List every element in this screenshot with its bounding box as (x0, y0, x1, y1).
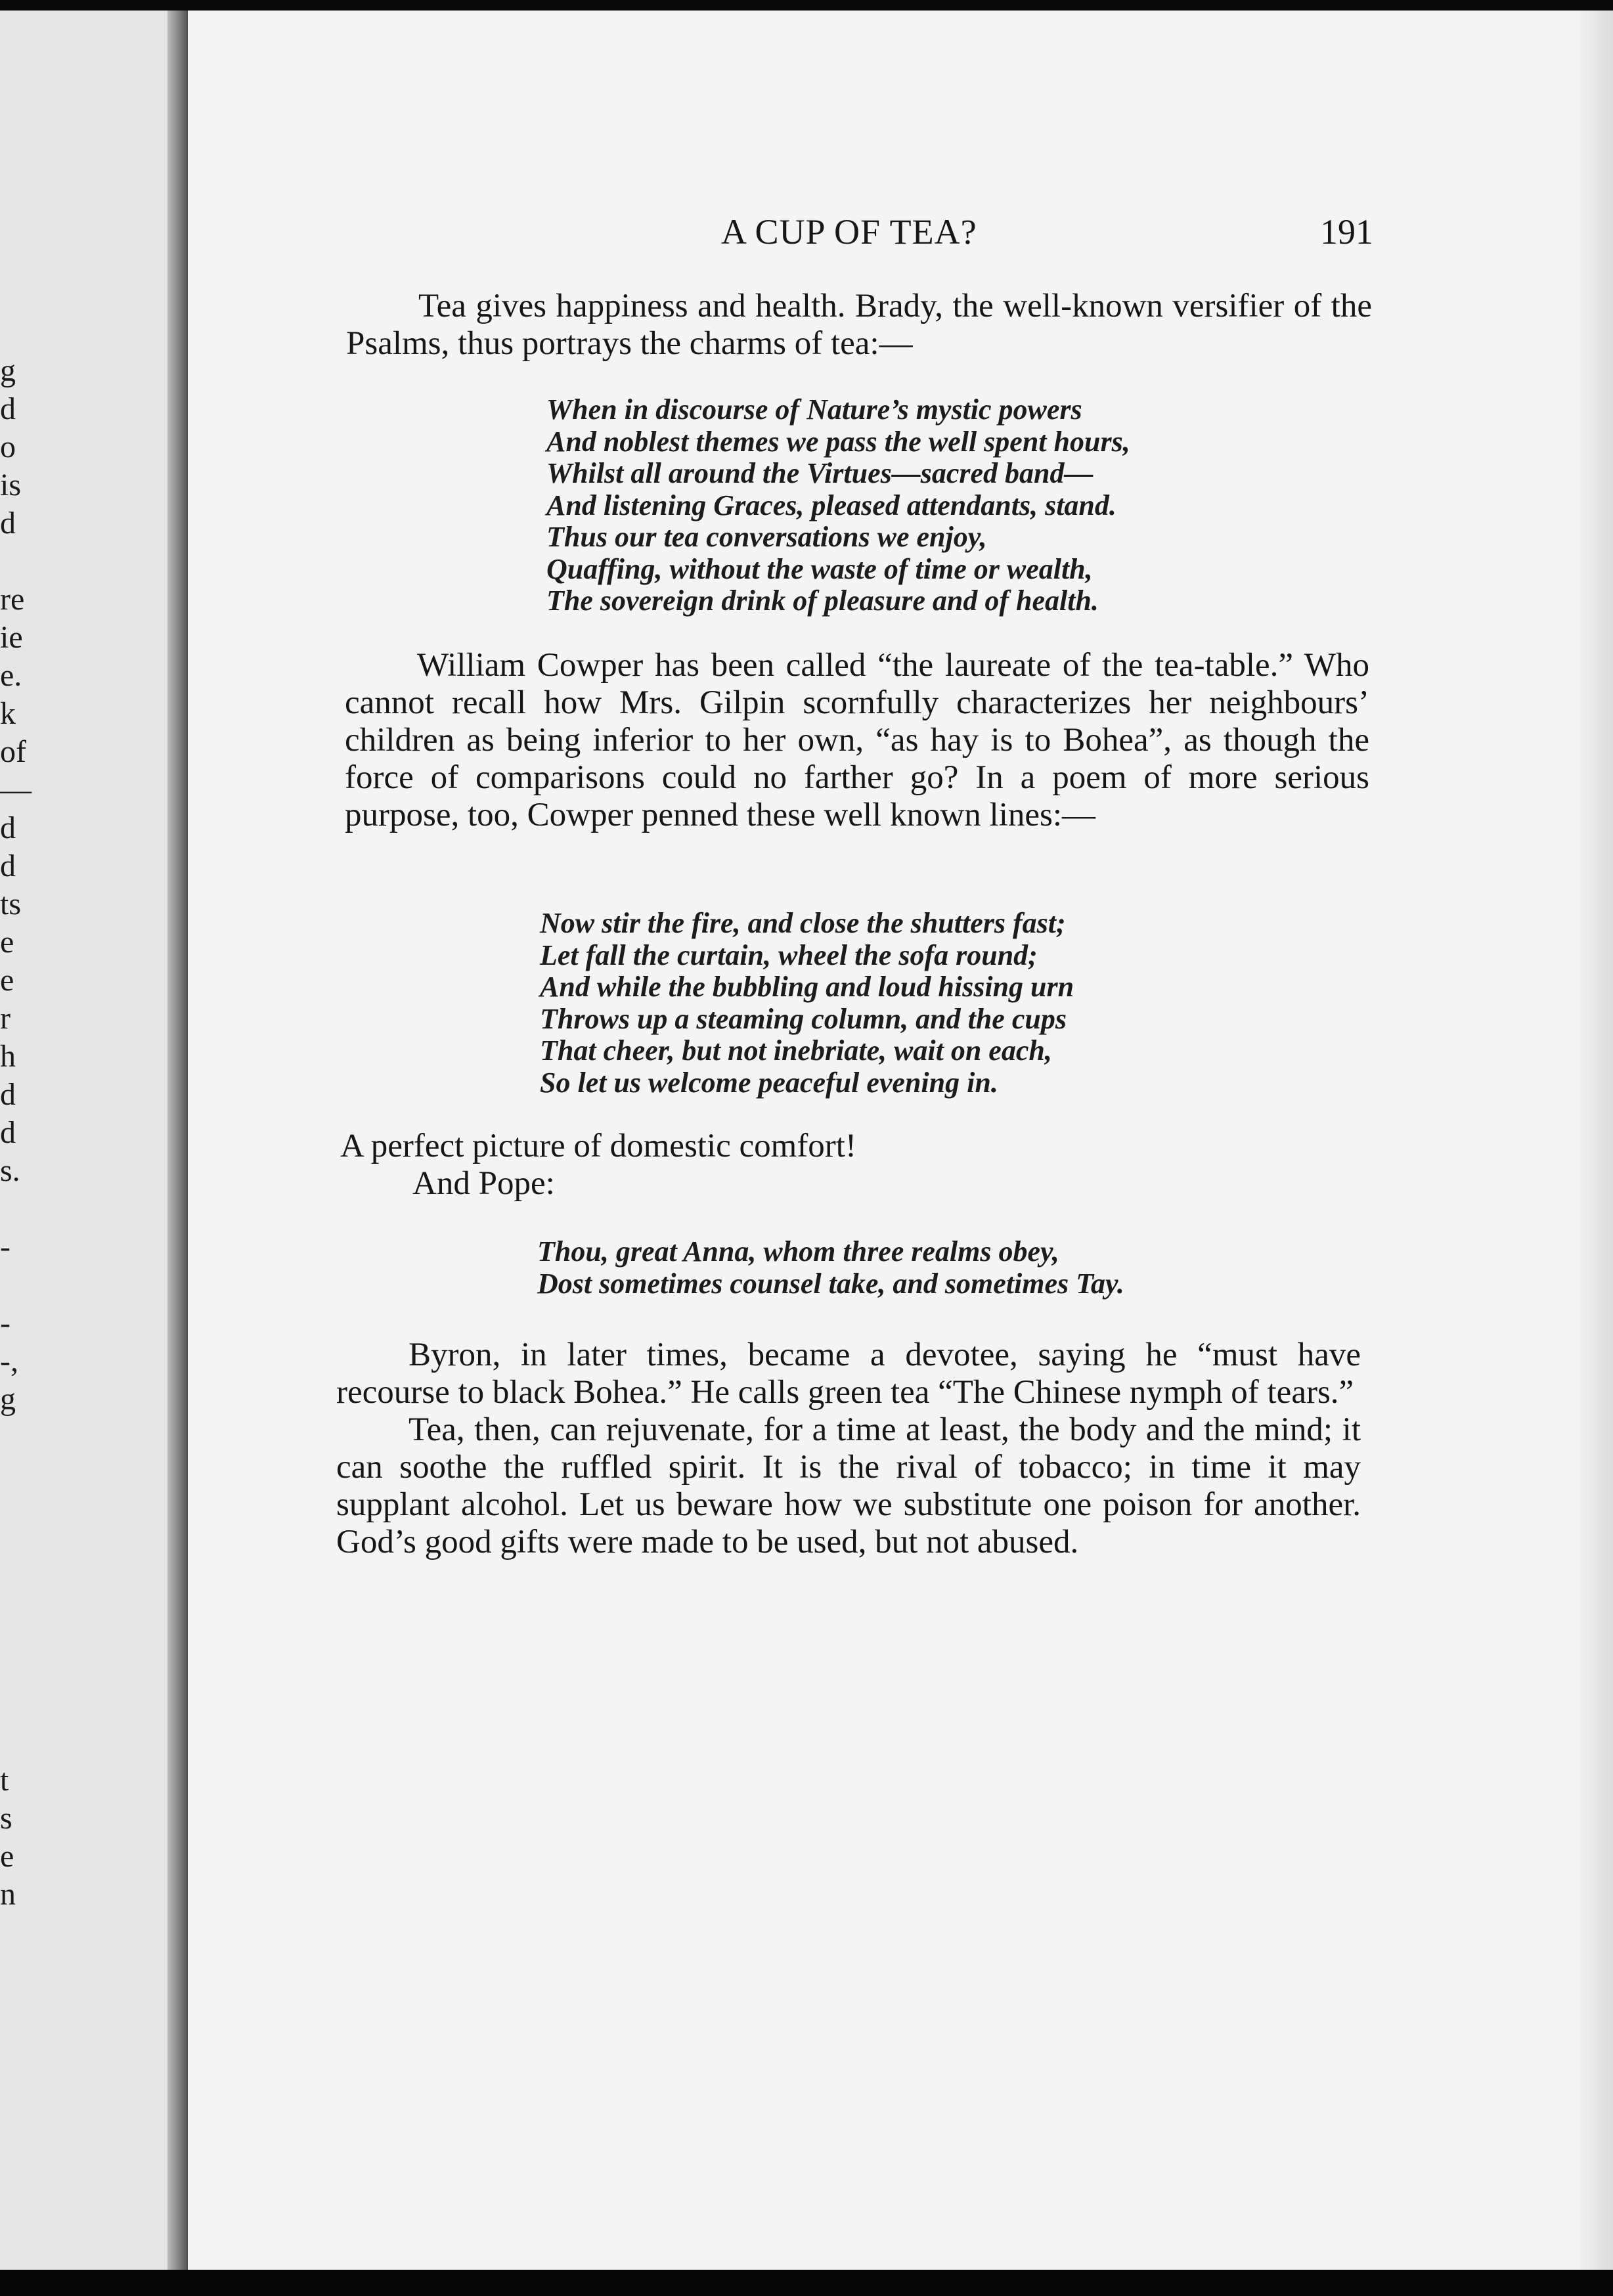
edge-fragment: ts (0, 887, 22, 921)
scan-bottom-border (0, 2270, 1613, 2296)
verse-cowper (540, 908, 1074, 1099)
verse-line: Whilst all around the Virtues—sacred band— (546, 457, 1094, 489)
edge-fragment: d (0, 849, 16, 883)
edge-fragment: of (0, 734, 26, 769)
edge-fragment: -, (0, 1344, 18, 1379)
edge-fragment: - (0, 1306, 11, 1340)
verse-line: And listening Graces, pleased attendants, stand. (546, 489, 1116, 521)
verse-line: Now stir the fire, and close the shutters fast; (540, 907, 1066, 939)
verse-brady (546, 394, 1130, 617)
paragraph-2-text: William Cowper has been called “the laureate of the tea-table.” Who cannot recall how Mrs. Gilpin scornfully characterizes her neighbours’ children as being inferior to her own, “as hay is to Bohea”, as though the force of comparisons could no farther go? In a poem of more serious purpose, too, Cowper penned these well known lines:— (345, 647, 1369, 833)
edge-fragment: d (0, 1115, 16, 1150)
paragraph-5 (336, 1336, 1361, 1561)
verse-line: Thou, great Anna, whom three realms obey, (537, 1235, 1059, 1268)
edge-fragment: n (0, 1877, 16, 1912)
scan-top-border (0, 0, 1613, 11)
paragraph-3-text: A perfect picture of domestic comfort! (340, 1128, 856, 1164)
edge-fragment: — (0, 772, 32, 807)
verse-line: Let fall the curtain, wheel the sofa round; (540, 938, 1038, 971)
edge-fragment: d (0, 810, 16, 845)
edge-fragment: d (0, 1077, 16, 1112)
verse-line: Thus our tea conversations we enjoy, (546, 521, 987, 553)
edge-fragment (0, 1685, 53, 1723)
edge-fragment: s. (0, 1153, 20, 1188)
previous-page-edge (0, 11, 190, 2270)
edge-fragment: e (0, 925, 14, 960)
edge-fragment: h (0, 1039, 16, 1074)
edge-fragment (0, 1723, 53, 1761)
edge-fragment (0, 1571, 53, 1609)
paragraph-5-text: Byron, in later times, became a devotee, saying he “must have recourse to black Bohea.” He calls green tea “The Chinese nymph of tears.” (336, 1336, 1361, 1411)
verse-line: Quaffing, without the waste of time or wealth, (546, 552, 1093, 585)
edge-fragment: o (0, 430, 16, 464)
edge-fragment: re (0, 582, 25, 617)
book-gutter (167, 11, 190, 2270)
edge-fragment: g (0, 1382, 16, 1417)
edge-fragment (0, 1190, 53, 1228)
page-number: 191 (1320, 212, 1373, 252)
edge-fragment: is (0, 468, 22, 502)
edge-fragment (0, 542, 53, 581)
edge-fragment: d (0, 506, 16, 541)
page-right-edge (1580, 11, 1613, 2270)
edge-fragment: ie (0, 620, 23, 655)
edge-fragment: e (0, 1839, 14, 1874)
verse-line: And while the bubbling and loud hissing urn (540, 971, 1074, 1003)
verse-line: That cheer, but not inebriate, wait on each, (540, 1034, 1052, 1067)
verse-line: And noblest themes we pass the well spent hours, (546, 425, 1130, 458)
verse-line: When in discourse of Nature’s mystic powers (546, 393, 1082, 426)
paragraph-2 (345, 647, 1369, 834)
edge-fragment (0, 1266, 53, 1304)
edge-fragment: g (0, 353, 16, 388)
edge-fragment: - (0, 1229, 11, 1264)
paragraph-6-text: Tea, then, can rejuvenate, for a time at least, the body and the mind; it can soothe the ruffled spirit. It is the rival of tobacco; in time it may supplant alcohol. Let us beware how we substitute one poison for another. God’s good gifts were made to be used, but not abused. (336, 1411, 1361, 1560)
edge-fragment: r (0, 1001, 11, 1036)
edge-fragment (0, 1647, 53, 1685)
paragraph-3 (340, 1128, 1365, 1203)
verse-line: Dost sometimes counsel take, and sometimes Tay. (537, 1267, 1124, 1300)
verse-pope (537, 1236, 1124, 1300)
edge-fragment (0, 1609, 53, 1647)
edge-fragment (0, 1495, 53, 1533)
edge-fragment (0, 1533, 53, 1571)
edge-fragment: d (0, 391, 16, 426)
edge-fragment (0, 1457, 53, 1495)
edge-fragment: e. (0, 658, 22, 693)
paragraph-1 (346, 288, 1372, 363)
verse-line: The sovereign drink of pleasure and of health. (546, 585, 1099, 617)
verse-line: So let us welcome peaceful evening in. (540, 1066, 998, 1099)
previous-page-text-fragments (0, 352, 53, 1914)
edge-fragment: t (0, 1763, 9, 1798)
edge-fragment (0, 1419, 53, 1457)
running-title: A CUP OF TEA? (721, 212, 977, 252)
edge-fragment: e (0, 963, 14, 998)
verse-line: Throws up a steaming column, and the cups (540, 1002, 1067, 1035)
edge-fragment: k (0, 696, 16, 731)
edge-fragment: s (0, 1801, 12, 1836)
paragraph-1-text: Tea gives happiness and health. Brady, the well-known versifier of the Psalms, thus portrays the charms of tea:— (346, 288, 1372, 362)
paragraph-4-text: And Pope: (412, 1165, 555, 1202)
